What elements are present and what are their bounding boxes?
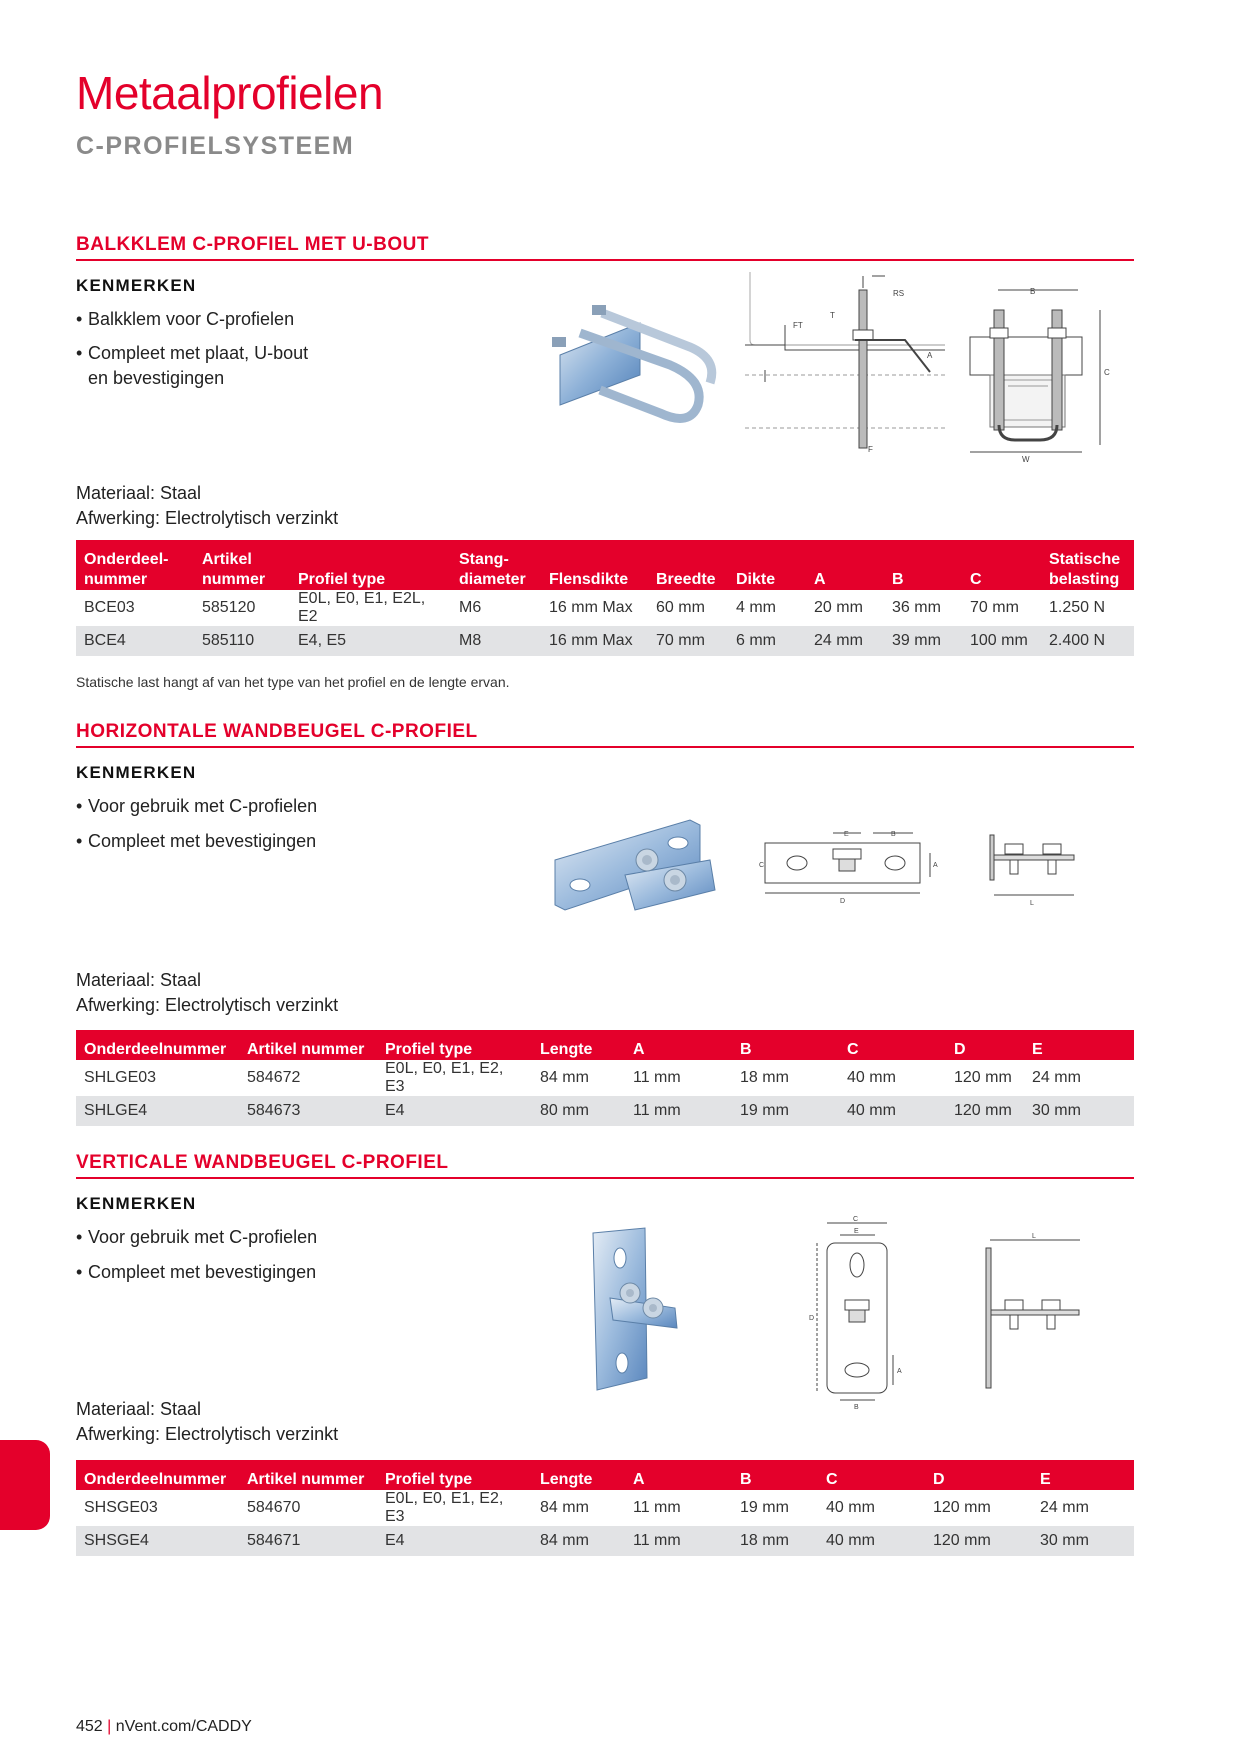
table-note: Statische last hangt af van het type van het profiel en de lengte ervan.: [76, 674, 510, 690]
table-cell: 1.250 N: [1049, 599, 1106, 616]
table-row: [76, 1096, 1134, 1126]
svg-text:A: A: [927, 351, 933, 360]
feature-item: • Compleet met plaat, U-bout: [76, 343, 309, 363]
feature-item: • Voor gebruik met C-profielen: [76, 1227, 318, 1247]
table-cell: 70 mm: [970, 599, 1019, 616]
table-cell: 84 mm: [540, 1069, 589, 1086]
table-cell: 30 mm: [1024, 1096, 1134, 1126]
horizontal-bracket-product-image: [550, 815, 725, 925]
table-cell: 584672: [247, 1069, 301, 1086]
table-cell: 19 mm: [732, 1096, 839, 1126]
col-header: Onderdeelnummer: [76, 1460, 239, 1490]
section-title-horizontale: HORIZONTALE WANDBEUGEL C-PROFIEL: [76, 721, 1134, 748]
svg-text:A: A: [933, 862, 938, 869]
feature-item: • Compleet met bevestigingen: [76, 1262, 317, 1282]
col-header: E: [1024, 1030, 1134, 1060]
page-title: Metaalprofielen: [76, 67, 384, 119]
feature-item: • Compleet met bevestigingen: [76, 831, 317, 851]
table-cell: E4: [377, 1526, 532, 1556]
table-cell: 18 mm: [740, 1069, 789, 1086]
col-header: Lengte: [532, 1030, 625, 1060]
svg-text:RS: RS: [893, 289, 905, 298]
col-header: D: [925, 1460, 1032, 1490]
finish-label: Afwerking: Electrolytisch verzinkt: [76, 995, 339, 1015]
table-cell: 36 mm: [892, 599, 941, 616]
table-cell: 120 mm: [946, 1096, 1024, 1126]
material-label: Materiaal: Staal: [76, 1399, 202, 1419]
table-cell: 2.400 N: [1041, 626, 1134, 656]
table-cell: BCE03: [84, 599, 135, 616]
table-cell: 24 mm: [1032, 1069, 1081, 1086]
col-header: Profiel type: [290, 540, 451, 590]
page-number: 452: [76, 1718, 103, 1735]
svg-text:B: B: [891, 831, 896, 838]
col-header: Onderdeelnummer: [76, 1030, 239, 1060]
table-cell: SHSGE03: [84, 1499, 158, 1516]
table-cell: 24 mm: [1040, 1499, 1089, 1516]
svg-text:W: W: [1022, 455, 1030, 464]
horizontal-bracket-side-drawing: [985, 830, 1085, 910]
footer-link[interactable]: nVent.com/CADDY: [115, 1718, 252, 1735]
table-cell: 585110: [194, 626, 290, 656]
col-header: Lengte: [532, 1460, 625, 1490]
col-header: Onderdeel- nummer: [76, 540, 194, 590]
page-footer: [76, 1718, 252, 1736]
col-header: B: [732, 1030, 839, 1060]
table-cell: 16 mm Max: [549, 599, 633, 616]
table-row: [76, 1060, 1134, 1096]
table-cell: BCE4: [76, 626, 194, 656]
table-cell: 11 mm: [633, 1069, 681, 1086]
footer-separator: |: [107, 1718, 112, 1735]
features-heading: KENMERKEN: [76, 763, 197, 782]
table-cell: E0L, E0, E1, E2L, E2: [298, 590, 426, 625]
vertical-bracket-product-image: [585, 1228, 685, 1393]
col-header: Breedte: [648, 540, 728, 590]
table-cell: SHLGE03: [84, 1069, 157, 1086]
col-header: Flensdikte: [541, 540, 648, 590]
table-cell: 70 mm: [648, 626, 728, 656]
table-cell: 20 mm: [814, 599, 863, 616]
table-cell: 585120: [202, 599, 256, 616]
table-cell: 40 mm: [818, 1526, 925, 1556]
svg-text:E: E: [854, 1228, 859, 1235]
col-header: C: [962, 540, 1041, 590]
feature-item-continuation: en bevestigingen: [88, 368, 225, 388]
table-header-row: [76, 540, 1134, 590]
table-cell: 120 mm: [925, 1526, 1032, 1556]
svg-text:C: C: [853, 1216, 859, 1223]
vertical-bracket-side-drawing: [980, 1228, 1085, 1393]
col-header: B: [732, 1460, 818, 1490]
table-header-row: [76, 1460, 1134, 1490]
beam-clamp-product-image: [540, 295, 740, 445]
col-header: A: [625, 1030, 732, 1060]
table-cell: 84 mm: [540, 1499, 589, 1516]
table-header-row: [76, 1030, 1134, 1060]
col-header: Artikel nummer: [194, 540, 290, 590]
table-cell: 4 mm: [736, 599, 776, 616]
table-cell: 40 mm: [839, 1096, 946, 1126]
spec-table-balkklem: [76, 540, 1134, 656]
spec-table-horizontale: [76, 1030, 1134, 1126]
table-cell: 39 mm: [884, 626, 962, 656]
features-heading: KENMERKEN: [76, 276, 197, 295]
col-header: E: [1032, 1460, 1134, 1490]
horizontal-bracket-top-drawing: [755, 825, 960, 910]
features-heading: KENMERKEN: [76, 1194, 197, 1213]
table-cell: 584671: [239, 1526, 377, 1556]
table-cell: SHLGE4: [76, 1096, 239, 1126]
svg-text:D: D: [809, 1315, 815, 1322]
table-cell: E0L, E0, E1, E2, E3: [385, 1060, 504, 1095]
col-header: A: [806, 540, 884, 590]
table-cell: M6: [459, 599, 482, 616]
section-title-verticale: VERTICALE WANDBEUGEL C-PROFIEL: [76, 1152, 1134, 1179]
col-header: Artikel nummer: [239, 1030, 377, 1060]
table-cell: 120 mm: [954, 1069, 1012, 1086]
table-cell: E4, E5: [290, 626, 451, 656]
table-cell: 60 mm: [656, 599, 705, 616]
table-cell: 584670: [247, 1499, 301, 1516]
table-row: [76, 626, 1134, 656]
section-title-balkklem: BALKKLEM C-PROFIEL MET U-BOUT: [76, 234, 1134, 261]
vertical-bracket-front-drawing: [805, 1215, 905, 1411]
svg-text:FT: FT: [793, 321, 803, 330]
table-cell: 16 mm Max: [541, 626, 648, 656]
table-row: [76, 1526, 1134, 1556]
table-cell: 120 mm: [933, 1499, 991, 1516]
col-header: Profiel type: [377, 1030, 532, 1060]
beam-clamp-side-drawing: [745, 270, 945, 470]
col-header: C: [818, 1460, 925, 1490]
table-cell: 40 mm: [826, 1499, 875, 1516]
svg-text:B: B: [854, 1404, 859, 1411]
table-cell: 30 mm: [1032, 1526, 1134, 1556]
table-cell: 40 mm: [847, 1069, 896, 1086]
svg-text:C: C: [1104, 368, 1110, 377]
col-header: B: [884, 540, 962, 590]
table-cell: 11 mm: [625, 1526, 732, 1556]
spec-table-verticale: [76, 1460, 1134, 1556]
table-row: [76, 590, 1134, 626]
table-cell: 11 mm: [625, 1096, 732, 1126]
col-header: A: [625, 1460, 732, 1490]
table-cell: 18 mm: [732, 1526, 818, 1556]
material-label: Materiaal: Staal: [76, 483, 202, 503]
col-header: Profiel type: [377, 1460, 532, 1490]
table-cell: SHSGE4: [76, 1526, 239, 1556]
svg-text:D: D: [840, 898, 846, 905]
table-row: [76, 1490, 1134, 1526]
col-header: Stang- diameter: [451, 540, 541, 590]
svg-text:B: B: [1030, 287, 1036, 296]
table-cell: M8: [451, 626, 541, 656]
table-cell: 19 mm: [740, 1499, 789, 1516]
svg-text:F: F: [868, 445, 873, 454]
svg-text:E: E: [844, 831, 849, 838]
finish-label: Afwerking: Electrolytisch verzinkt: [76, 1424, 339, 1444]
svg-text:C: C: [759, 862, 765, 869]
col-header: D: [946, 1030, 1024, 1060]
table-cell: 84 mm: [532, 1526, 625, 1556]
col-header: C: [839, 1030, 946, 1060]
svg-text:T: T: [830, 311, 835, 320]
beam-clamp-front-drawing: [960, 280, 1120, 465]
table-cell: 6 mm: [728, 626, 806, 656]
table-cell: 584673: [239, 1096, 377, 1126]
table-cell: E4: [377, 1096, 532, 1126]
svg-text:A: A: [897, 1368, 902, 1375]
table-cell: 11 mm: [633, 1499, 681, 1516]
table-cell: 100 mm: [962, 626, 1041, 656]
feature-item: • Balkklem voor C-profielen: [76, 309, 295, 329]
page-subtitle: C-PROFIELSYSTEEM: [76, 132, 355, 160]
finish-label: Afwerking: Electrolytisch verzinkt: [76, 508, 339, 528]
table-cell: 24 mm: [806, 626, 884, 656]
svg-text:L: L: [1032, 1233, 1036, 1240]
svg-text:L: L: [1030, 900, 1034, 907]
material-label: Materiaal: Staal: [76, 970, 202, 990]
feature-item: • Voor gebruik met C-profielen: [76, 796, 318, 816]
table-cell: 80 mm: [532, 1096, 625, 1126]
col-header: Statische belasting: [1041, 540, 1134, 590]
table-cell: E0L, E0, E1, E2, E3: [385, 1490, 504, 1525]
col-header: Artikel nummer: [239, 1460, 377, 1490]
col-header: Dikte: [728, 540, 806, 590]
chapter-tab: [0, 1440, 50, 1530]
